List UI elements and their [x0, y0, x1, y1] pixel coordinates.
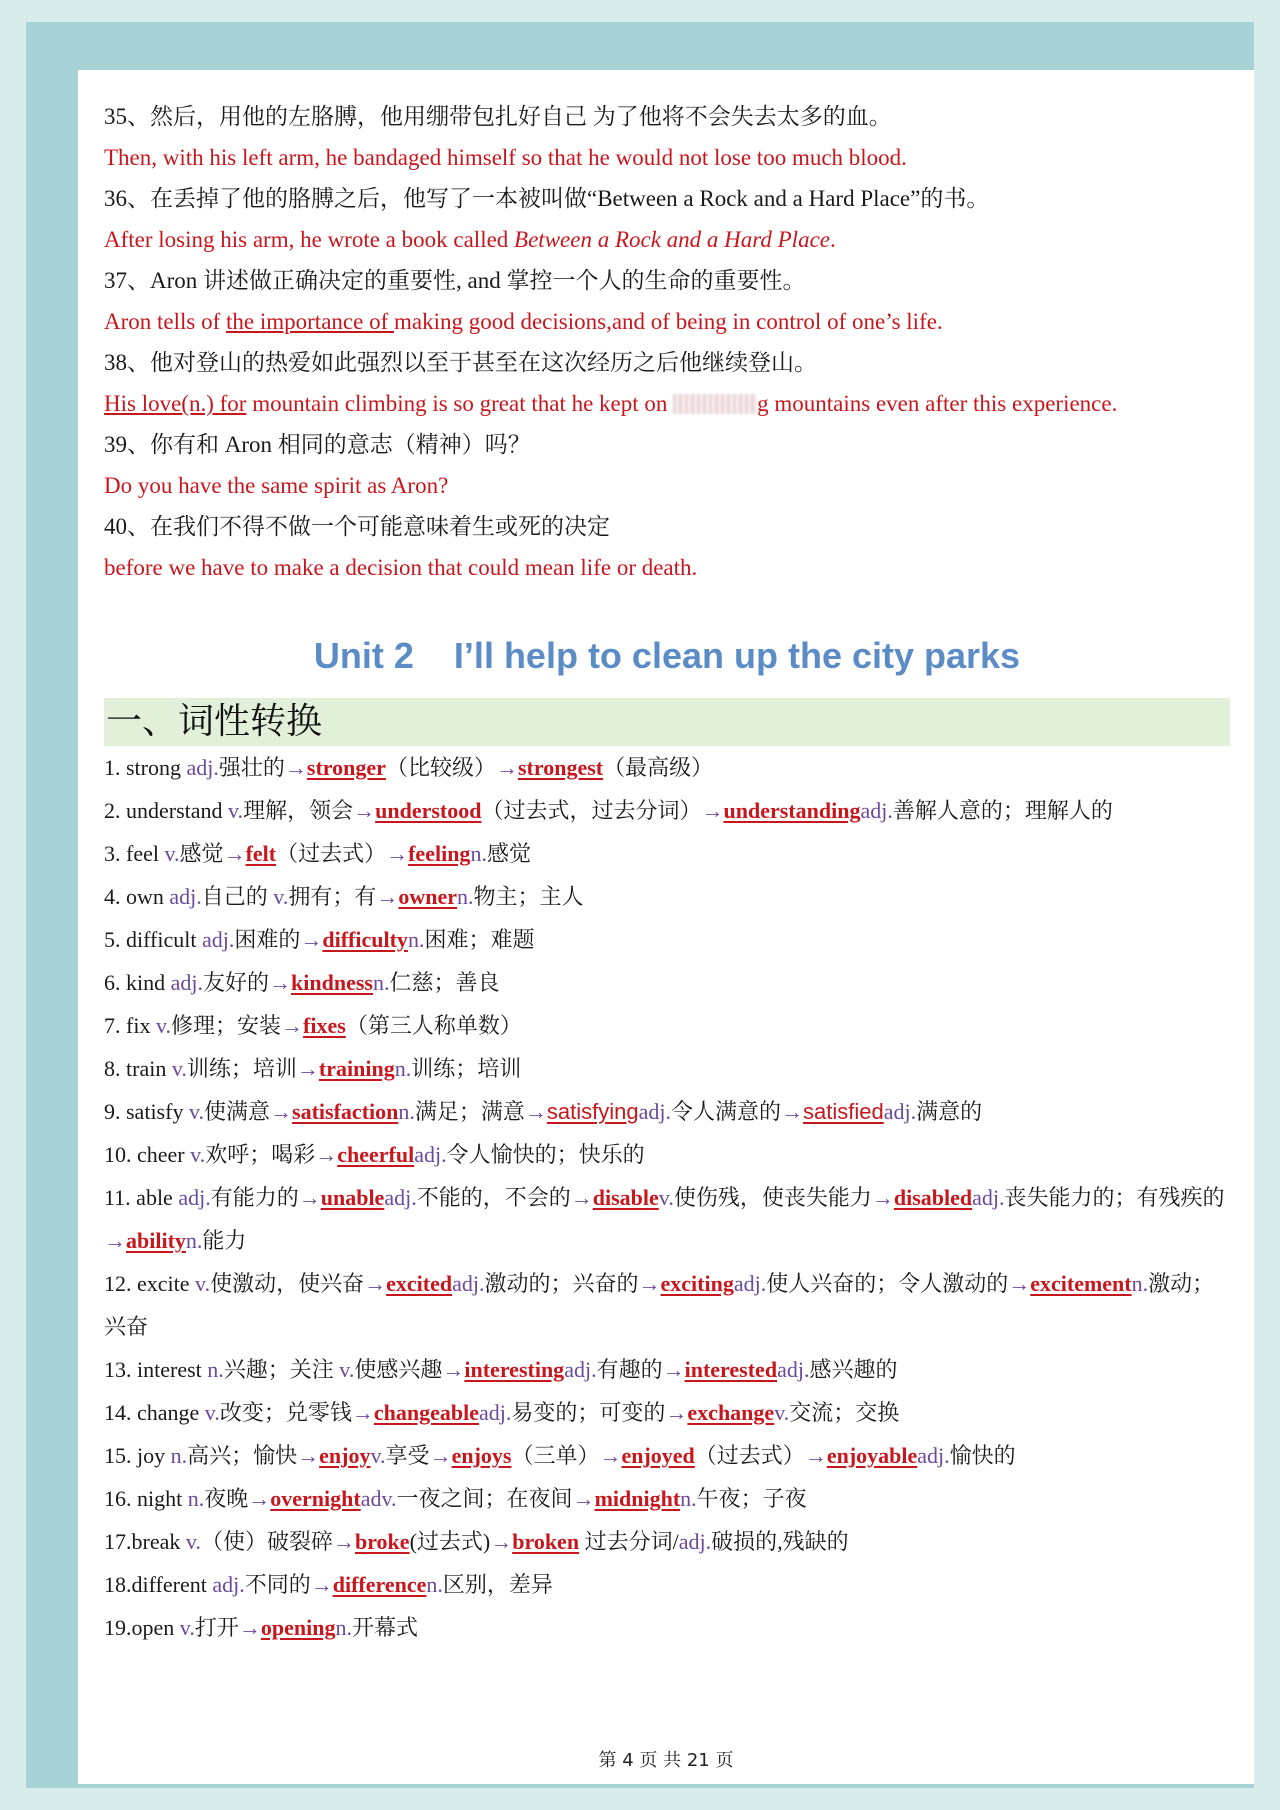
part-of-speech: n.	[335, 1615, 352, 1640]
arrow-icon: →	[297, 1443, 320, 1468]
page-footer	[78, 1746, 1254, 1772]
entry-number: 19.open	[104, 1615, 180, 1640]
meaning: 夜晚	[204, 1486, 249, 1511]
sentence-36-en-c: .	[829, 227, 836, 252]
entry-number: 15. joy	[104, 1443, 171, 1468]
sentence-38-en	[104, 383, 1230, 424]
part-of-speech: adj.	[452, 1271, 485, 1296]
meaning: 享受	[385, 1443, 430, 1468]
meaning: 使满意	[204, 1099, 271, 1124]
note: （过去式，过去分词）	[481, 798, 702, 823]
part-of-speech: v.	[774, 1400, 790, 1425]
arrow-icon: →	[599, 1443, 622, 1468]
part-of-speech: adj.	[170, 970, 204, 995]
part-of-speech: adj.	[638, 1099, 671, 1124]
part-of-speech: n.	[187, 1486, 205, 1511]
meaning: 仁慈；善良	[389, 970, 500, 995]
meaning: 有趣的	[596, 1357, 663, 1382]
page-frame	[26, 22, 1254, 1788]
arrow-icon: →	[281, 1013, 304, 1038]
meaning: 易变的；可变的	[511, 1400, 666, 1425]
meaning: 训练；培训	[411, 1056, 522, 1081]
meaning: 困难；难题	[424, 927, 535, 952]
arrow-icon: →	[442, 1357, 465, 1382]
current-page-number: 4	[622, 1750, 634, 1771]
entry-number: 10. cheer	[104, 1142, 191, 1167]
derived-word: felt	[245, 841, 277, 866]
meaning: 物主；主人	[473, 884, 584, 909]
meaning: 高兴；愉快	[187, 1443, 298, 1468]
arrow-icon: →	[315, 1142, 338, 1167]
derived-word: ability	[126, 1228, 186, 1253]
sentence-37-en-a: Aron tells of	[104, 309, 227, 334]
word-entry-1	[104, 746, 1230, 789]
note: （三单）	[511, 1443, 600, 1468]
part-of-speech: adj.	[860, 798, 893, 823]
arrow-icon: →	[495, 755, 518, 780]
meaning: 使激动，使兴奋	[210, 1271, 365, 1296]
meaning: 训练；培训	[186, 1056, 297, 1081]
derived-word: understood	[375, 798, 482, 823]
meaning: 满意的	[916, 1099, 983, 1124]
derived-word: interested	[684, 1357, 778, 1382]
word-entry-11	[104, 1176, 1230, 1262]
part-of-speech: adj.	[883, 1099, 917, 1124]
word-entry-2	[104, 789, 1230, 832]
meaning: 开幕式	[351, 1615, 418, 1640]
meaning: 善解人意的；理解人的	[892, 798, 1113, 823]
word-entry-5	[104, 918, 1230, 961]
arrow-icon: →	[238, 1615, 261, 1640]
arrow-icon: →	[351, 1400, 374, 1425]
entry-number: 5. difficult	[104, 927, 202, 952]
arrow-icon: →	[804, 1443, 827, 1468]
note: （过去式）	[276, 841, 387, 866]
entry-number: 1. strong	[104, 755, 187, 780]
part-of-speech: adj.	[479, 1400, 512, 1425]
arrow-icon: →	[353, 798, 376, 823]
sentence-38-en-b: mountain climbing is so great that he kept on	[246, 391, 674, 416]
meaning: 强壮的	[218, 755, 285, 780]
part-of-speech: adj.	[201, 927, 235, 952]
derived-word: excitement	[1030, 1271, 1132, 1296]
meaning: 改变；兑零钱	[219, 1400, 352, 1425]
sentence-35-zh: 35、然后，用他的左胳膊，他用绷带包扎好自己 为了他将不会失去太多的血。	[104, 104, 892, 129]
derived-word: fixes	[303, 1013, 346, 1038]
arrow-icon: →	[1008, 1271, 1031, 1296]
meaning: 愉快的	[949, 1443, 1016, 1468]
meaning: 感兴趣的	[809, 1357, 898, 1382]
derived-word: broken	[512, 1529, 580, 1554]
part-of-speech: v.	[658, 1185, 674, 1210]
meaning: 激动；兴奋	[104, 1271, 1215, 1339]
arrow-icon: →	[364, 1271, 387, 1296]
arrow-icon: →	[701, 798, 724, 823]
part-of-speech: n.	[170, 1443, 188, 1468]
part-of-speech: v.	[179, 1615, 195, 1640]
meaning: 交流；交换	[789, 1400, 900, 1425]
arrow-icon: →	[871, 1185, 894, 1210]
derived-word: difference	[332, 1572, 427, 1597]
sentence-37-zh: 37、Aron 讲述做正确决定的重要性, and 掌控一个人的生命的重要性。	[104, 268, 806, 293]
part-of-speech: n.	[398, 1099, 415, 1124]
part-of-speech: v.	[164, 841, 180, 866]
part-of-speech: adj.	[414, 1142, 447, 1167]
meaning: 不能的，不会的	[416, 1185, 571, 1210]
part-of-speech: v.	[370, 1443, 386, 1468]
arrow-icon: →	[572, 1486, 595, 1511]
derived-word: kindness	[291, 970, 373, 995]
entry-number: 8. train	[104, 1056, 172, 1081]
note: （第三人称单数）	[345, 1013, 522, 1038]
derived-word: excited	[386, 1271, 453, 1296]
meaning: （使）破裂碎	[200, 1529, 333, 1554]
entry-number: 12. excite	[104, 1271, 196, 1296]
part-of-speech: v.	[185, 1529, 201, 1554]
part-of-speech: adv.	[360, 1486, 397, 1511]
part-of-speech: n.	[680, 1486, 697, 1511]
derived-word: midnight	[594, 1486, 681, 1511]
sentence-37-en-c: making good decisions,and of being in control of one’s life.	[393, 309, 943, 334]
derived-word: satisfying	[546, 1099, 639, 1124]
note: （过去式）	[694, 1443, 805, 1468]
arrow-icon: →	[248, 1486, 271, 1511]
footer-middle: 页 共	[633, 1750, 687, 1771]
meaning: 一夜之间；在夜间	[396, 1486, 573, 1511]
part-of-speech: n.	[372, 970, 390, 995]
meaning: 兴趣；关注	[223, 1357, 340, 1382]
word-entry-19	[104, 1606, 1230, 1649]
part-of-speech: n.	[426, 1572, 443, 1597]
sentence-39-zh: 39、你有和 Aron 相同的意志（精神）吗？	[104, 432, 531, 457]
part-of-speech: adj.	[972, 1185, 1005, 1210]
meaning: 理解，领会	[243, 798, 354, 823]
part-of-speech: v.	[195, 1271, 211, 1296]
arrow-icon: →	[300, 927, 323, 952]
meaning: 令人满意的	[671, 1099, 782, 1124]
part-of-speech: adj.	[733, 1271, 767, 1296]
sentence-35-en: Then, with his left arm, he bandaged himself so that he would not lose too much blood.	[104, 145, 907, 170]
entry-number: 17.break	[104, 1529, 186, 1554]
part-of-speech: adj.	[212, 1572, 245, 1597]
note: (过去式)	[409, 1529, 491, 1554]
part-of-speech: v.	[228, 798, 244, 823]
document-page	[78, 70, 1254, 1784]
arrow-icon: →	[284, 755, 307, 780]
derived-word: unable	[320, 1185, 385, 1210]
part-of-speech: v.	[273, 884, 289, 909]
word-entry-7	[104, 1004, 1230, 1047]
arrow-icon: →	[429, 1443, 452, 1468]
section-heading: 一、词性转换	[104, 698, 1230, 746]
sentence-40-zh: 40、在我们不得不做一个可能意味着生或死的决定	[104, 514, 610, 539]
part-of-speech: v.	[155, 1013, 172, 1038]
meaning: 能力	[202, 1228, 247, 1253]
meaning: 修理；安装	[171, 1013, 282, 1038]
meaning: 使人兴奋的；令人激动的	[766, 1271, 1009, 1296]
word-entry-8	[104, 1047, 1230, 1090]
derived-word: understanding	[723, 798, 861, 823]
unit-title: Unit 2 I’ll help to clean up the city parks	[313, 635, 1021, 676]
footer-prefix: 第	[598, 1750, 623, 1771]
arrow-icon: →	[104, 1228, 126, 1253]
part-of-speech: v.	[339, 1357, 355, 1382]
part-of-speech: n.	[1131, 1271, 1149, 1296]
entry-number: 16. night	[104, 1486, 188, 1511]
entry-number: 2. understand	[104, 798, 229, 823]
sentence-39-en: Do you have the same spirit as Aron?	[104, 473, 449, 498]
part-of-speech: adj.	[186, 755, 219, 780]
part-of-speech: n.	[185, 1228, 203, 1253]
part-of-speech: n.	[394, 1056, 412, 1081]
part-of-speech: adj.	[384, 1185, 417, 1210]
meaning: 欢呼；喝彩	[205, 1142, 316, 1167]
derived-word: training	[318, 1056, 395, 1081]
word-entry-13	[104, 1348, 1230, 1391]
entry-number: 18.different	[104, 1572, 213, 1597]
meaning: 拥有；有	[288, 884, 377, 909]
derived-word: strongest	[517, 755, 604, 780]
part-of-speech: v.	[204, 1400, 220, 1425]
meaning: 不同的	[244, 1572, 311, 1597]
entry-number: 11. able	[104, 1185, 179, 1210]
meaning: 困难的	[234, 927, 301, 952]
part-of-speech: adj.	[917, 1443, 950, 1468]
derived-word: owner	[398, 884, 458, 909]
footer-suffix: 页	[709, 1750, 734, 1771]
meaning: 友好的	[203, 970, 270, 995]
arrow-icon: →	[332, 1529, 355, 1554]
derived-word: satisfied	[803, 1099, 884, 1124]
sentence-40-en: before we have to make a decision that could mean life or death.	[104, 555, 698, 580]
word-entry-10	[104, 1133, 1230, 1176]
part-of-speech: v.	[171, 1056, 187, 1081]
sentence-38-en-c: g mountains even after this experience.	[757, 391, 1118, 416]
word-entry-4	[104, 875, 1230, 918]
arrow-icon: →	[376, 884, 399, 909]
derived-word: exciting	[660, 1271, 734, 1296]
sentence-38-underlined: His love(n.) for	[104, 391, 247, 416]
arrow-icon: →	[570, 1185, 593, 1210]
word-entry-12	[104, 1262, 1230, 1348]
derived-word: changeable	[373, 1400, 480, 1425]
arrow-icon: →	[296, 1056, 319, 1081]
arrow-icon: →	[269, 970, 292, 995]
arrow-icon: →	[781, 1099, 804, 1124]
sentence-36-zh: 36、在丢掉了他的胳膊之后，他写了一本被叫做“Between a Rock and a Hard Place”的书。	[104, 186, 990, 211]
word-entry-16	[104, 1477, 1230, 1520]
meaning: 打开	[194, 1615, 239, 1640]
arrow-icon: →	[524, 1099, 547, 1124]
meaning: 满足；满意	[414, 1099, 525, 1124]
arrow-icon: →	[223, 841, 246, 866]
word-entry-6	[104, 961, 1230, 1004]
arrow-icon: →	[270, 1099, 293, 1124]
derived-word: broke	[354, 1529, 410, 1554]
sentence-36-en-a: After losing his arm, he wrote a book called	[104, 227, 515, 252]
sentence-37-underlined: the importance of	[226, 309, 394, 334]
word-entry-3	[104, 832, 1230, 875]
arrow-icon: →	[662, 1357, 685, 1382]
part-of-speech: n.	[470, 841, 487, 866]
word-entry-17	[104, 1520, 1230, 1563]
derived-word: disabled	[893, 1185, 973, 1210]
part-of-speech: v.	[190, 1142, 206, 1167]
meaning: 感觉	[486, 841, 531, 866]
derived-word: cheerful	[337, 1142, 415, 1167]
part-of-speech: adj.	[777, 1357, 810, 1382]
word-entry-15	[104, 1434, 1230, 1477]
note: （比较级）	[385, 755, 496, 780]
part-of-speech: adj.	[564, 1357, 597, 1382]
derived-word: enjoys	[451, 1443, 512, 1468]
meaning: 破损的,残缺的	[711, 1529, 849, 1554]
part-of-speech: n.	[207, 1357, 224, 1382]
derived-word: disable	[592, 1185, 659, 1210]
meaning: 使伤残，使丧失能力	[673, 1185, 872, 1210]
part-of-speech: adj.	[678, 1529, 712, 1554]
derived-word: feeling	[408, 841, 471, 866]
meaning: 使感兴趣	[354, 1357, 443, 1382]
entry-number: 3. feel	[104, 841, 165, 866]
arrow-icon: →	[665, 1400, 688, 1425]
part-of-speech: n.	[407, 927, 425, 952]
book-title: Between a Rock and a Hard Place	[514, 227, 830, 252]
sentence-38-zh: 38、他对登山的热爱如此强烈以至于甚至在这次经历之后他继续登山。	[104, 350, 817, 375]
derived-word: difficulty	[322, 927, 408, 952]
derived-word: stronger	[306, 755, 386, 780]
note: （最高级）	[603, 755, 714, 780]
entry-number: 14. change	[104, 1400, 205, 1425]
arrow-icon: →	[310, 1572, 333, 1597]
part-of-speech: n.	[457, 884, 474, 909]
meaning: 午夜；子夜	[696, 1486, 807, 1511]
meaning: 丧失能力的；有残疾的	[1004, 1185, 1225, 1210]
entry-number: 13. interest	[104, 1357, 208, 1382]
entry-number: 7. fix	[104, 1013, 156, 1038]
meaning: 令人愉快的；快乐的	[446, 1142, 645, 1167]
entry-number: 9. satisfy	[104, 1099, 189, 1124]
document-content	[104, 96, 1230, 1649]
derived-word: satisfaction	[292, 1099, 399, 1124]
meaning: 有能力的	[210, 1185, 299, 1210]
entry-number: 4. own	[104, 884, 170, 909]
arrow-icon: →	[490, 1529, 513, 1554]
derived-word: enjoyable	[826, 1443, 918, 1468]
total-pages: 21	[686, 1750, 710, 1771]
meaning: 区别，差异	[442, 1572, 553, 1597]
meaning: 感觉	[179, 841, 224, 866]
derived-word: enjoyed	[621, 1443, 695, 1468]
entry-number: 6. kind	[104, 970, 171, 995]
derived-word: interesting	[464, 1357, 565, 1382]
arrow-icon: →	[298, 1185, 321, 1210]
word-entry-14	[104, 1391, 1230, 1434]
derived-word: enjoy	[319, 1443, 371, 1468]
derived-word: exchange	[687, 1400, 775, 1425]
part-of-speech: adj.	[178, 1185, 211, 1210]
blurred-text	[673, 394, 757, 414]
word-entry-9	[104, 1090, 1230, 1133]
meaning: 自己的	[201, 884, 274, 909]
sentence-37-en	[104, 301, 1230, 342]
arrow-icon: →	[638, 1271, 661, 1296]
derived-word: overnight	[270, 1486, 361, 1511]
arrow-icon: →	[386, 841, 409, 866]
sentence-36-en	[104, 219, 1230, 260]
meaning: 激动的；兴奋的	[484, 1271, 639, 1296]
word-entry-18	[104, 1563, 1230, 1606]
derived-word: opening	[260, 1615, 336, 1640]
part-of-speech: v.	[188, 1099, 205, 1124]
note: 过去分词/	[579, 1529, 679, 1554]
part-of-speech: adj.	[169, 884, 202, 909]
